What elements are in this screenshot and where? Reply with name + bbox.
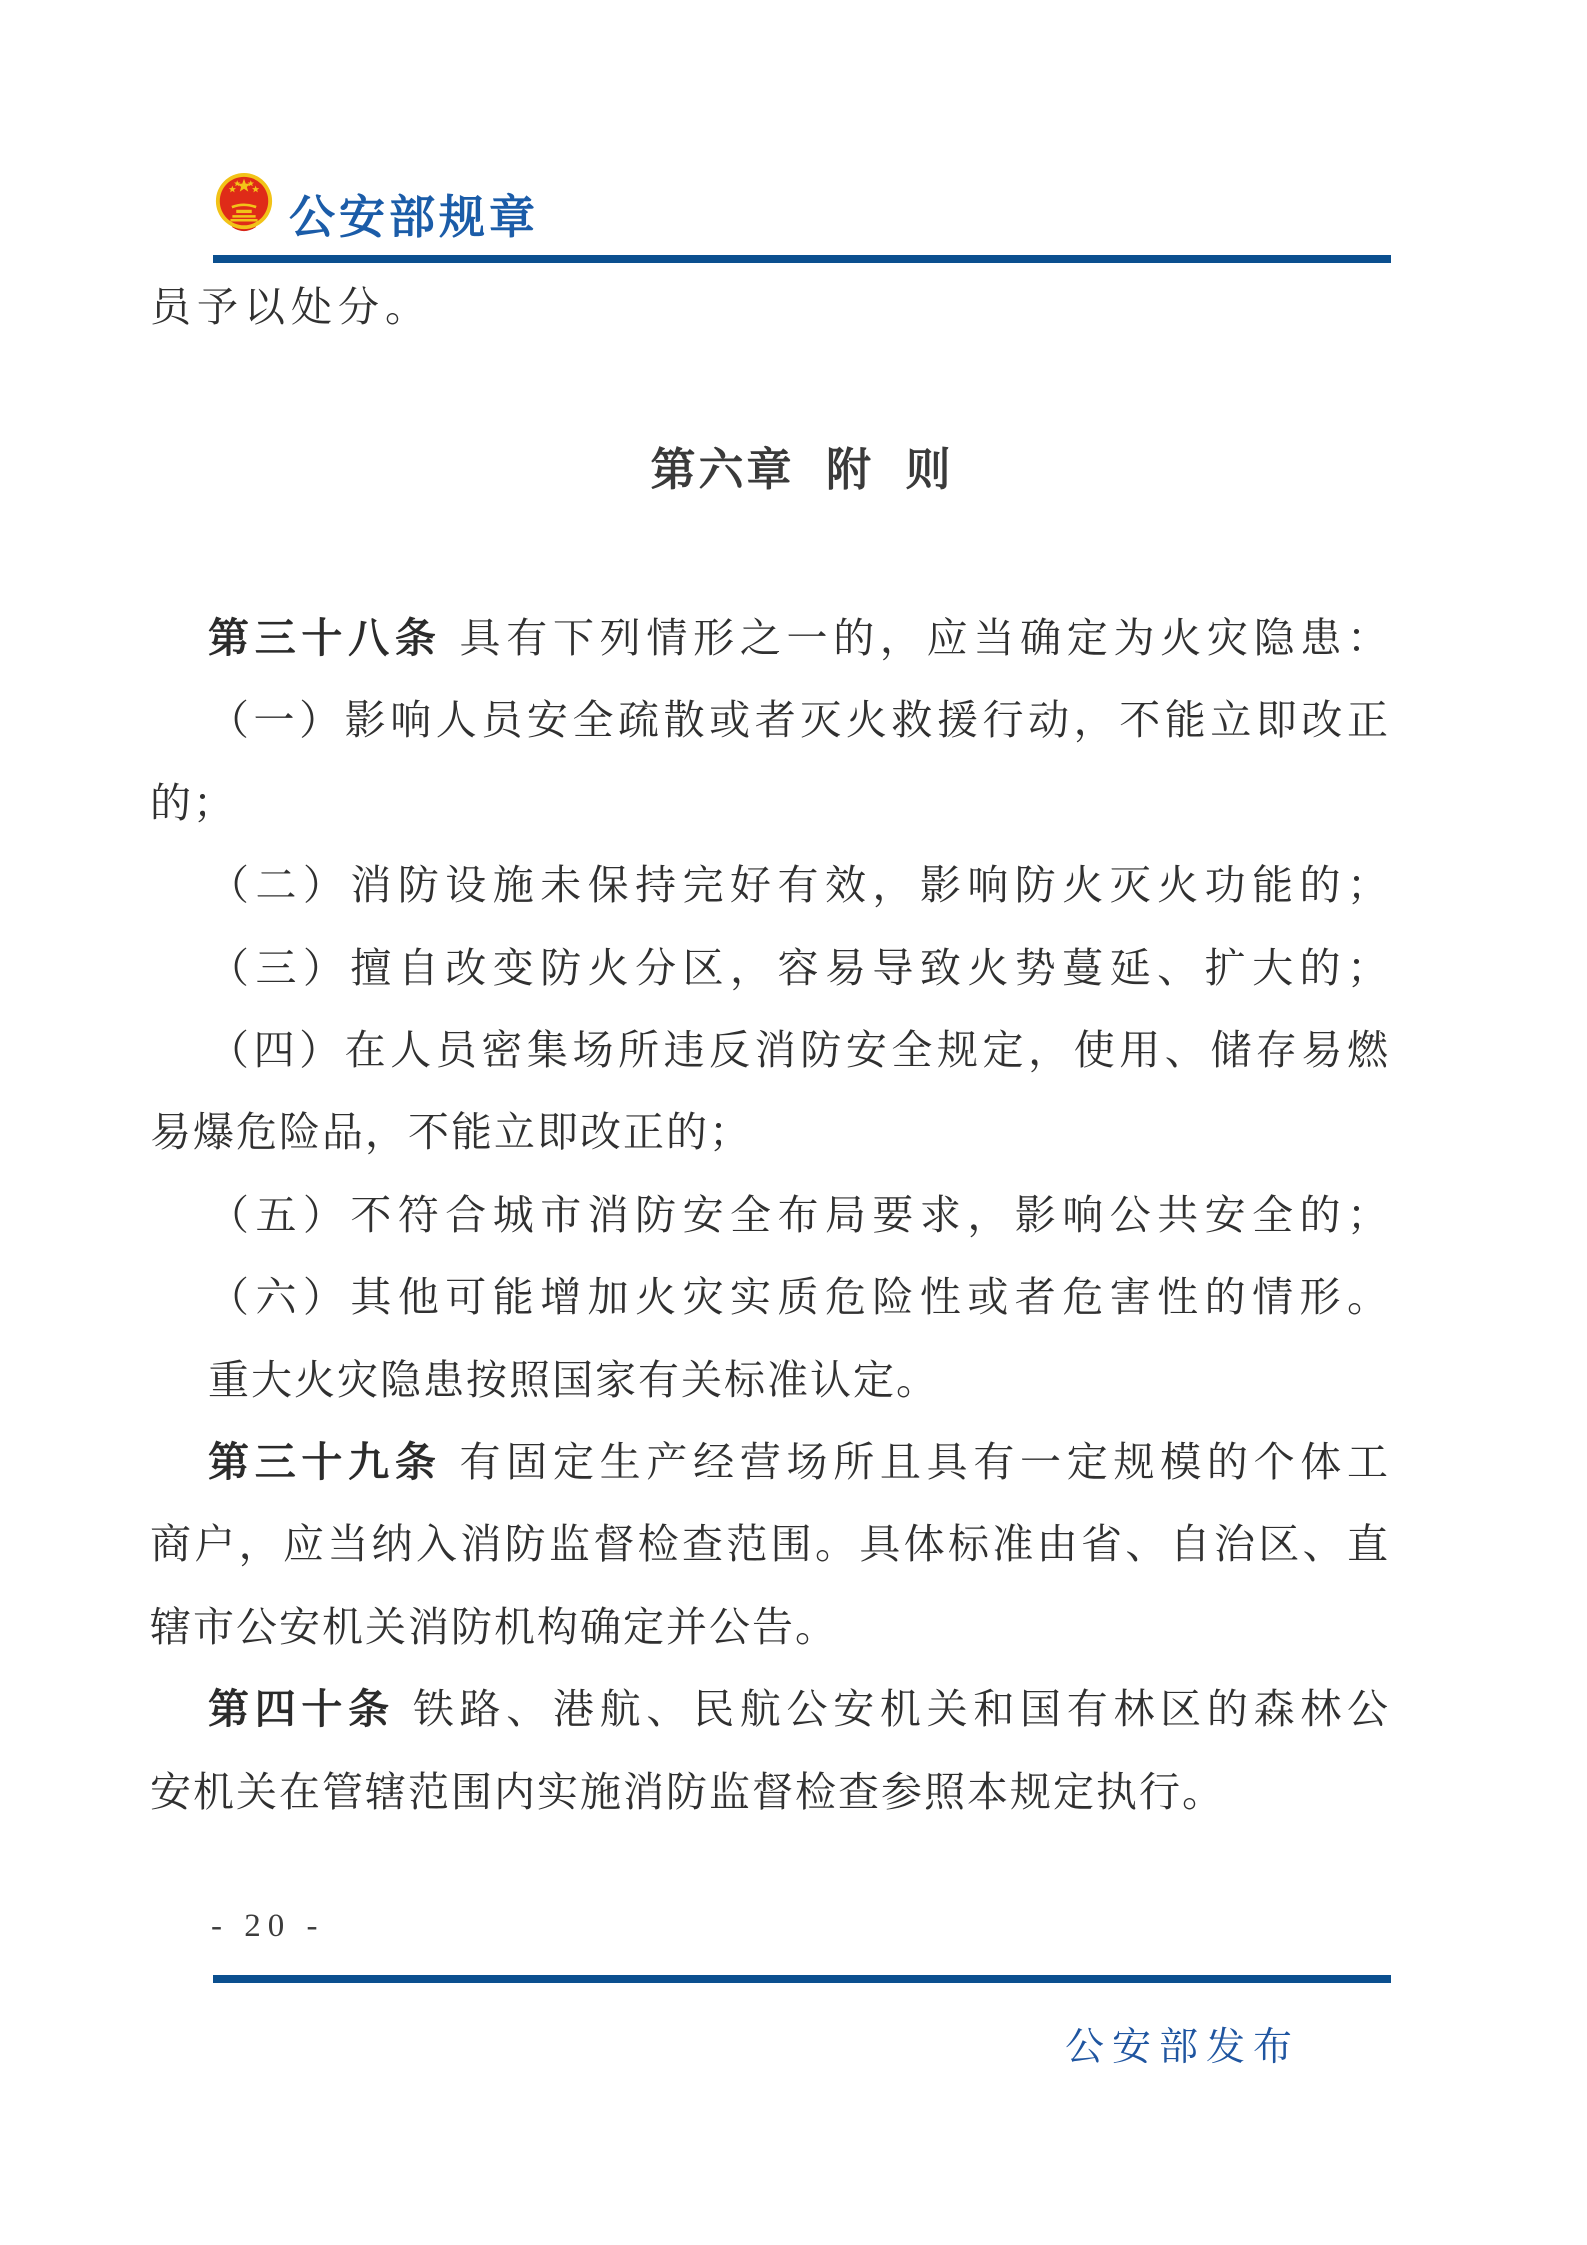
article-number: 第三十九条 [208, 1439, 442, 1486]
header-title: 公安部规章 [289, 192, 539, 243]
chapter-heading: 第六章 附 则 [650, 444, 954, 495]
body-line-text: （六）其他可能增加火灾实质危险性或者危害性的情形。 [208, 1274, 1390, 1321]
body-line [150, 762, 1390, 844]
body-line [150, 1256, 1390, 1338]
body-line [150, 1339, 1390, 1421]
body-line [150, 1503, 1390, 1585]
body-line-text: 辖市公安机关消防机构确定并公告。 [150, 1603, 838, 1650]
body-line-text: 商户，应当纳入消防监督检查范围。具体标准由省、自治区、直 [150, 1521, 1390, 1568]
body-line-text: 重大火灾隐患按照国家有关标准认定。 [208, 1356, 939, 1403]
article-number: 第四十条 [208, 1686, 395, 1733]
body-line-text: （三）擅自改变防火分区，容易导致火势蔓延、扩大的； [208, 944, 1390, 991]
body-line-text: 安机关在管辖范围内实施消防监督检查参照本规定执行。 [150, 1768, 1225, 1815]
body-line-text: 有固定生产经营场所且具有一定规模的个体工 [459, 1439, 1391, 1486]
body-line [150, 1174, 1390, 1256]
body-line [150, 1091, 1390, 1173]
page-number: - 20 - [211, 1908, 325, 1944]
body-line [150, 927, 1390, 1009]
body-line-text: 的； [150, 779, 236, 826]
article-number: 第三十八条 [208, 615, 442, 661]
body-line-text: （一）影响人员安全疏散或者灭火救援行动，不能立即改正 [208, 697, 1390, 744]
body-line [150, 1668, 1390, 1750]
body-line-text: （五）不符合城市消防安全布局要求，影响公共安全的； [208, 1191, 1390, 1238]
national-emblem-icon [213, 171, 275, 235]
header-rule [213, 255, 1391, 263]
body-line [150, 1586, 1390, 1668]
body-lines [150, 597, 1390, 1833]
body-line-text: （二）消防设施未保持完好有效，影响防火灭火功能的； [208, 862, 1390, 909]
body-line [150, 1751, 1390, 1833]
body-line [150, 1009, 1390, 1091]
body-line [150, 844, 1390, 926]
body-line-text: 具有下列情形之一的，应当确定为火灾隐患： [459, 615, 1391, 661]
body-line-text: 铁路、港航、民航公安机关和国有林区的森林公 [412, 1686, 1391, 1733]
body-line-text: （四）在人员密集场所违反消防安全规定，使用、储存易燃 [208, 1027, 1390, 1074]
body-line [150, 1421, 1390, 1503]
body-line [150, 679, 1390, 761]
footer-publisher: 公安部发布 [1064, 2026, 1300, 2069]
body-continuation-line: 员予以处分。 [150, 284, 432, 330]
body-line-text: 易爆危险品，不能立即改正的； [150, 1109, 752, 1156]
body-line [150, 597, 1390, 679]
footer-rule [213, 1975, 1391, 1983]
